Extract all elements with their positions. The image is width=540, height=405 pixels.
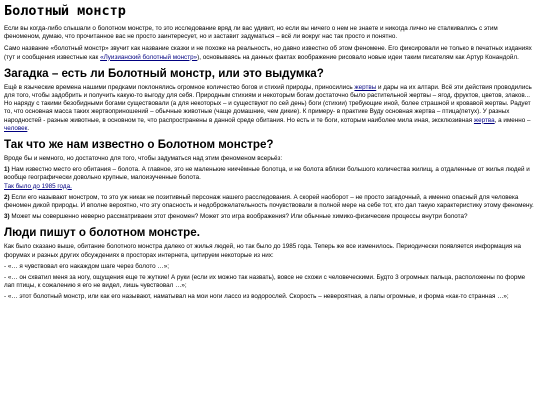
intro-paragraph-1: Если вы когда-либо слышали о болотном монстре, то это исследование вряд ли вас удивит, но если вы ничего о нем не знаете и никогда лично не сталкивались с этим феноменом, думаю, что прочитанное вас не просто заинтересует, но и заставит задуматься – всё ли вокруг нас так просто и понятно.: [4, 25, 498, 41]
until-1985-link[interactable]: Так было до 1985 года.: [4, 182, 72, 190]
section2-lead: Вроде бы и немного, но достаточно для того, чтобы задуматься над этим феноменом всерьёз:: [4, 155, 283, 163]
page-title: Болотный монстр: [4, 3, 126, 19]
section1-text-b: и дары на их алтари. Всё эти действия проводились для того, чтобы задобрить и получить какую-то выгоду для себя. Природным стихиям и некоторым богам достаточно было растительной жертвы – ягод, фруктов, цветов, злаков... Но наряду с такими безобидными богами существовали (а для некоторых – и существуют по сей день) боги (стихии) требующие иной, более страшной и кровавой жертвы. Радует то, что основная масса таких жертвоприношений – обычные животные (чаще домашние, чем дикие). К примеру- в практике Вуду основная жертва – птица(петух). У разных народностей - разные животные, в основном те, что распространены в данной среде обитания. Но есть и те боги, которым наиболее мила иная, эксклюзивная: [4, 83, 532, 124]
item-text: Нам известно место его обитания – болота. А главное, это не маленькие никчёмные болотца, и не болота вблизи большого количества жилищ, а отдаленные от жилья людей и вообще географически довольно крупные, малоизученные болота.: [4, 166, 530, 182]
item-text: Если его называют монстром, то это уж никак не позитивный персонаж нашего расследования. А скорей наоборот – не просто загадочный, а именно опасный для человека феномен дикой природы. И вполне вероятно, что эту опасность и недоброжелательность почувствовали в полной мере на себе тот, кто дал такую характеристику этому феномену.: [4, 193, 534, 210]
section-heading-known: Так что же нам известно о Болотном монстре?: [4, 138, 274, 152]
item-number: 2): [4, 193, 10, 201]
section1-text-a: Ещё в языческие времена нашими предками поклонялись огромное количество богов и стихий природы, приносились: [4, 83, 355, 91]
quote-1: - «… я чувствовал его накаждом шаге через болото …»;: [4, 262, 169, 270]
item-text: Может мы совершенно неверно рассматриваем этот феномен? Может это игра воображения? Или обычные химико-физические процессы внутри болота?: [9, 213, 468, 221]
section1-text-d: .: [27, 124, 30, 132]
sacrifice-link-1[interactable]: жертвы: [354, 83, 377, 91]
known-item-3: [4, 213, 536, 221]
known-item-2: [4, 194, 536, 210]
quote-2: - «… он схватил меня за ногу, ощущения еще те жуткие! А руки (если их можно так назвать), вовсе не схожи с человеческими. Будто 3 огромных пальца, расположены по форме лап птицы, к сожалению я его не видел, лишь чувствовал …»;: [4, 274, 526, 290]
intro2-text-before: Само название «болотный монстр» звучит как название сказки и не похоже на реальность, но давно известно об этом феномене. Его фиксировали не только в печатных изданиях (тут и сообщения известные как: [4, 45, 532, 61]
louisiana-monster-link[interactable]: «Луизианский болотный монстр»: [100, 53, 198, 61]
sacrifice-link-2[interactable]: жертва: [473, 116, 495, 124]
known-item-1: [4, 166, 536, 191]
item-number: 3): [4, 213, 10, 221]
section-heading-riddle: Загадка – есть ли Болотный монстр, или это выдумка?: [4, 66, 324, 80]
section1-text-c: , а именно –: [494, 116, 531, 124]
section-heading-people-write: Люди пишут о болотном монстре.: [4, 226, 200, 240]
section1-paragraph: [4, 84, 536, 133]
intro2-text-after: ), основываясь на данных фактах воображение рисовало новые идеи таким писателям как Артур Конандойл.: [197, 53, 519, 61]
intro-paragraph-2: [4, 45, 536, 61]
human-link[interactable]: человек: [4, 124, 28, 132]
section3-paragraph: Как было сказано выше, обитание болотного монстра далеко от жилья людей, но так было до 1985 года. Теперь же все изменилось. Периодически появляется информация на форумах и разных других обсуждениях в просторах интернета, цитируем некоторые из них:: [4, 243, 522, 259]
quote-3: - «… этот болотный монстр, или как его называют, наматывал на мои ноги лассо из водорослей. Скорость – невероятная, а лапы огромные, и форма «как-то странная …»;: [4, 293, 509, 301]
item-number: 1): [4, 166, 10, 174]
